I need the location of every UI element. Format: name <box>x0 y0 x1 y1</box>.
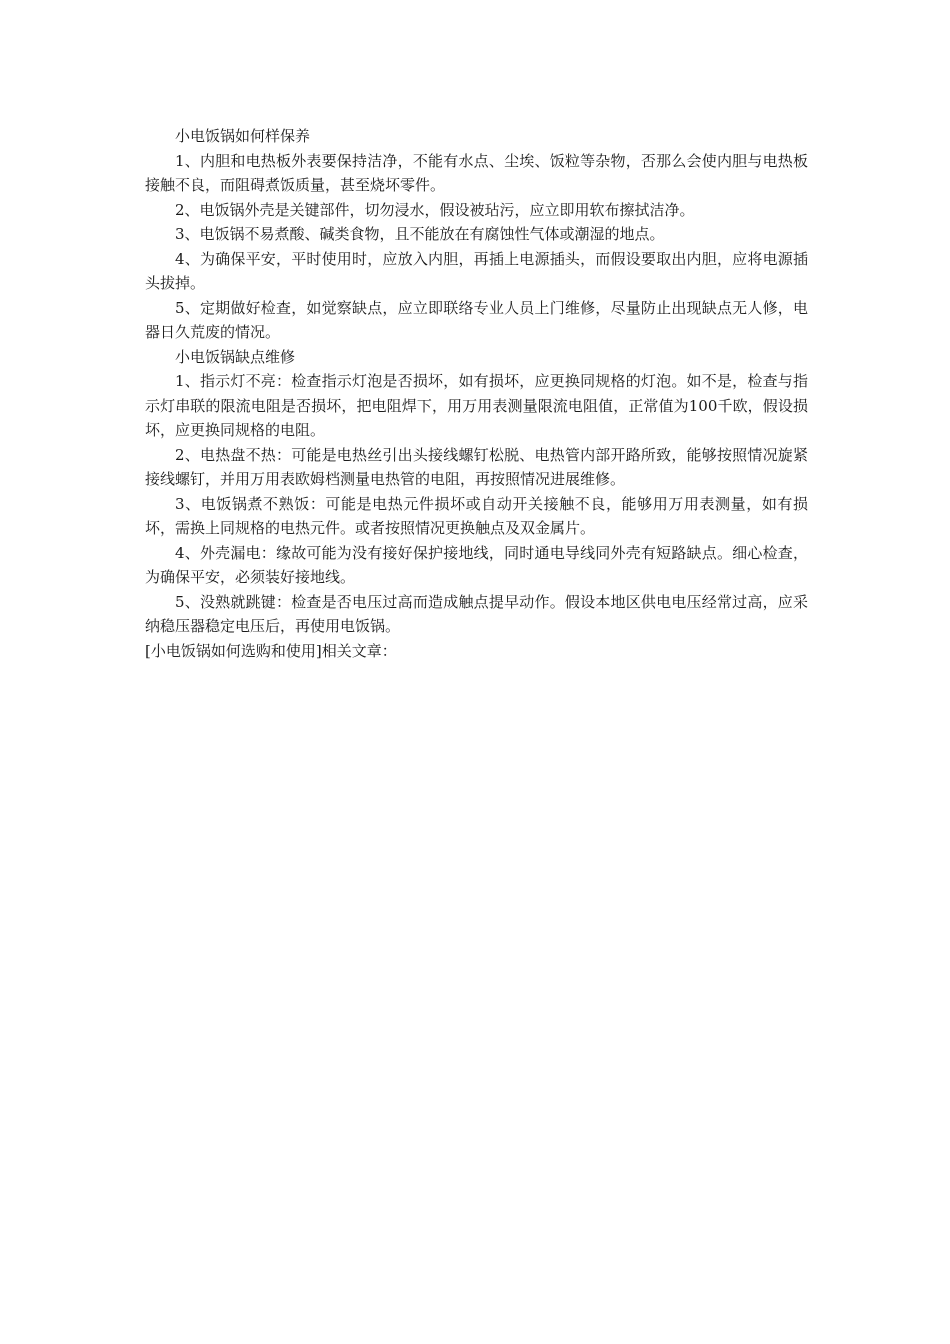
repair-item-5: 5、没熟就跳键：检查是否电压过高而造成触点提早动作。假设本地区供电电压经常过高，应采纳稳压器稳定电压后，再使用电饭锅。 <box>145 592 808 635</box>
related-articles-link[interactable]: [小电饭锅如何选购和使用]相关文章： <box>145 641 397 660</box>
maintenance-item-3: 3、电饭锅不易煮酸、碱类食物，且不能放在有腐蚀性气体或潮湿的地点。 <box>175 225 665 243</box>
maintenance-item-5: 5、定期做好检查，如觉察缺点，应立即联络专业人员上门维修，尽量防止出现缺点无人修，电器日久荒废的情况。 <box>145 298 808 341</box>
repair-item-3: 3、电饭锅煮不熟饭：可能是电热元件损坏或自动开关接触不良，能够用万用表测量，如有损坏，需换上同规格的电热元件。或者按照情况更换触点及双金属片。 <box>145 494 808 537</box>
maintenance-item-1: 1、内胆和电热板外表要保持洁净，不能有水点、尘埃、饭粒等杂物，否那么会使内胆与电热板接触不良，而阻碍煮饭质量，甚至烧坏零件。 <box>145 151 808 194</box>
section-title-maintenance: 小电饭锅如何样保养 <box>175 127 311 145</box>
repair-item-1: 1、指示灯不亮：检查指示灯泡是否损坏，如有损坏，应更换同规格的灯泡。如不是，检查与指示灯串联的限流电阻是否损坏，把电阻焊下，用万用表测量限流电阻值，正常值为100千欧，假设损坏，应更换同规格的电阻。 <box>145 372 808 439</box>
document-body <box>145 124 808 663</box>
section-title-repair: 小电饭锅缺点维修 <box>175 347 296 366</box>
repair-item-2: 2、电热盘不热：可能是电热丝引出头接线螺钉松脱、电热管内部开路所致，能够按照情况旋紧接线螺钉，并用万用表欧姆档测量电热管的电阻，再按照情况进展维修。 <box>145 445 808 488</box>
maintenance-item-4: 4、为确保平安，平时使用时，应放入内胆，再插上电源插头，而假设要取出内胆，应将电源插头拔掉。 <box>145 249 808 292</box>
maintenance-item-2: 2、电饭锅外壳是关键部件，切勿浸水，假设被玷污，应立即用软布擦拭洁净。 <box>175 200 695 219</box>
repair-item-4: 4、外壳漏电：缘故可能为没有接好保护接地线，同时通电导线同外壳有短路缺点。细心检查，为确保平安，必须装好接地线。 <box>145 543 808 586</box>
